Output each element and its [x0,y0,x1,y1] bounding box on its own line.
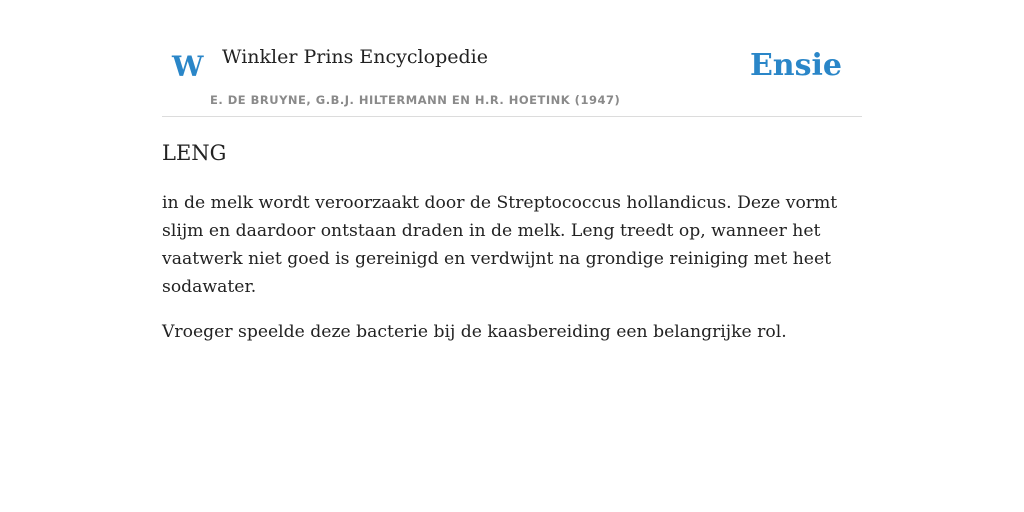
article-body [162,140,862,363]
article-headword: LENG [162,141,227,165]
encyclopedia-title[interactable]: Winkler Prins Encyclopedie [222,46,488,68]
ensie-brand-link[interactable]: Ensie [749,48,842,83]
article-paragraph: Vroeger speelde deze bacterie bij de kaasbereiding een belangrijke rol. [162,322,787,343]
encyclopedia-logo[interactable]: W [172,50,204,83]
header [162,40,862,117]
article-paragraph: in de melk wordt veroorzaakt door de Streptococcus hollandicus. Deze vormt slijm en daardoor ontstaan draden in de melk. Leng treedt op, wanneer het vaatwerk niet goed is gereinigd en verdwijnt na grondige reiniging met heet sodawater. [162,193,838,298]
authors-line: E. DE BRUYNE, G.B.J. HILTERMANN EN H.R. HOETINK (1947) [210,93,621,107]
